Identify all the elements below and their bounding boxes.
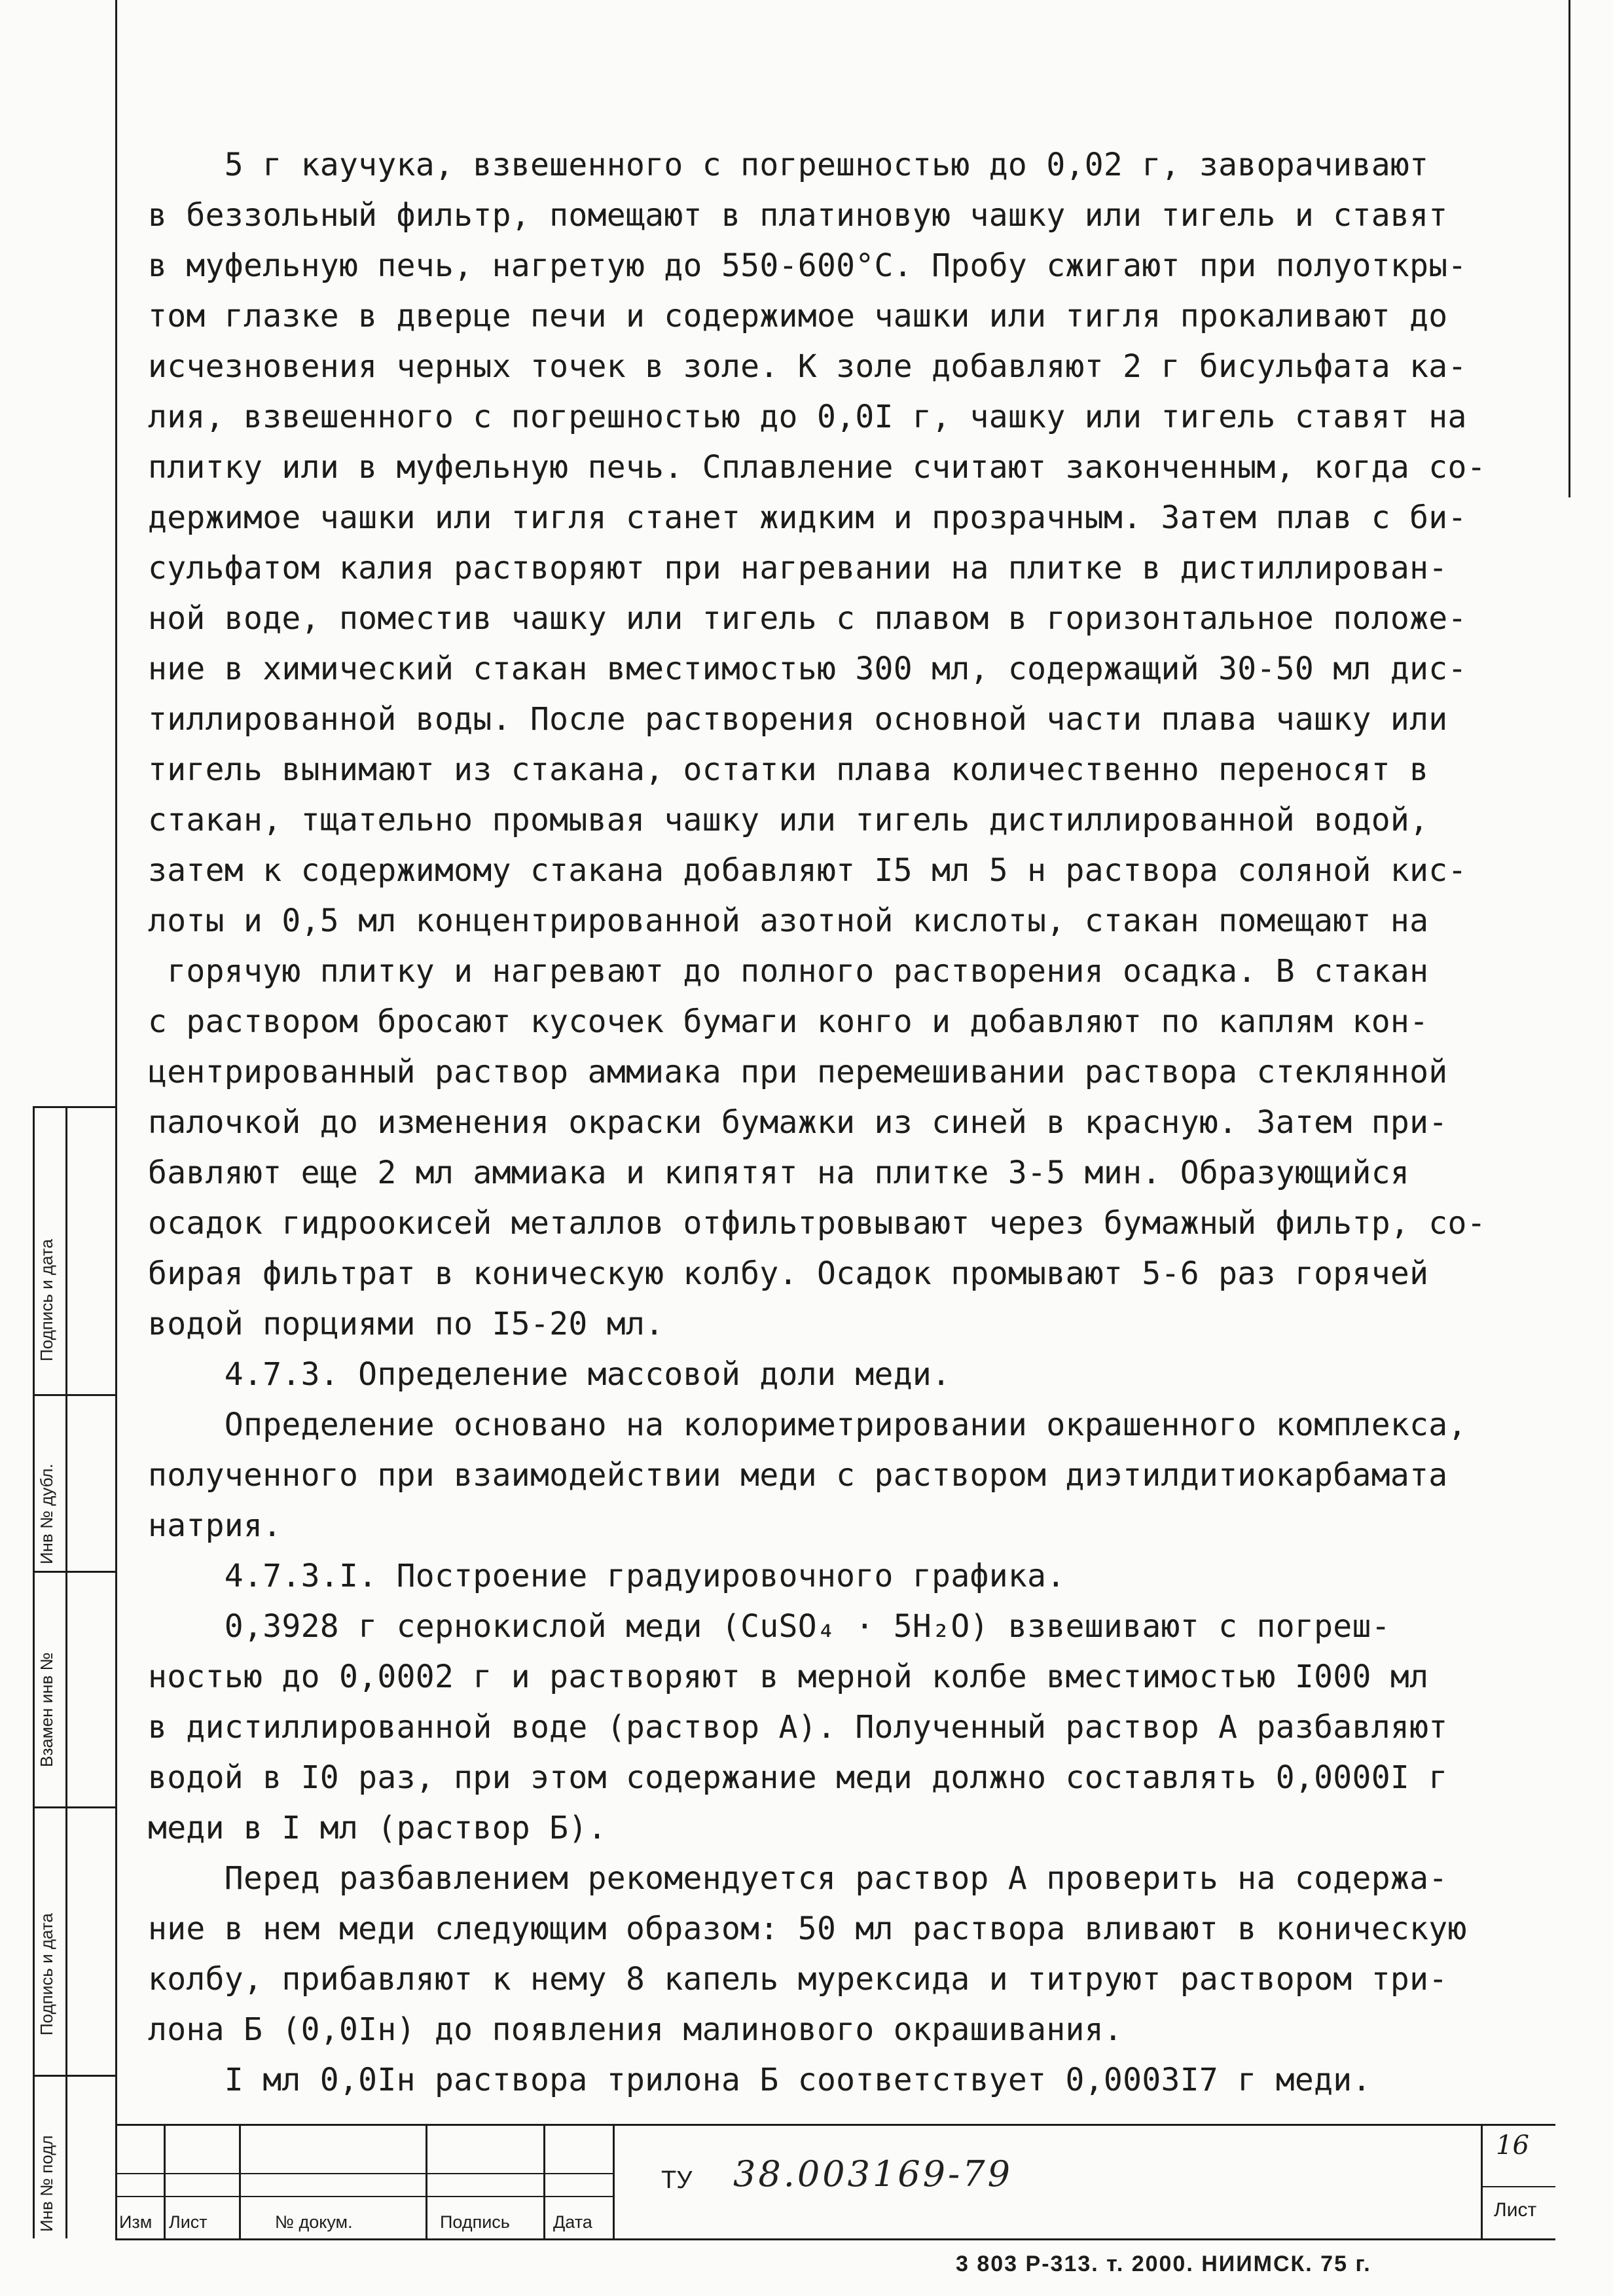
title-block-col-line [239, 2124, 241, 2240]
stamp-podpis-data-bottom: Подпись и дата [37, 1912, 56, 2036]
stamp-vzamen-inv: Взамен инв № [37, 1652, 56, 1767]
stamp-divider [33, 1394, 117, 1396]
title-block-col-line [164, 2124, 166, 2240]
stamp-podpis-data-top: Подпись и дата [37, 1238, 56, 1361]
text-line: 0,3928 г сернокислой меди (CuSO₄ · 5H₂O) взвешивают с погреш- [148, 1608, 1390, 1645]
text-line: в дистиллированной воде (раствор А). Полученный раствор А разбавляют [148, 1709, 1448, 1746]
stamp-divider [33, 1806, 117, 1808]
text-line: в муфельную печь, нагретую до 550-600°С. Пробу сжигают при полуоткры- [148, 247, 1467, 284]
document-code: 38.003169-79 [733, 2153, 1013, 2195]
text-line: 5 г каучука, взвешенного с погрешностью до 0,02 г, заворачивают [148, 147, 1429, 183]
text-line: ностью до 0,0002 г и растворяют в мерной колбе вместимостью I000 мл [148, 1659, 1429, 1695]
text-line: плитку или в муфельную печь. Сплавление считают законченным, когда со- [148, 449, 1486, 486]
title-block-row-line [115, 2196, 613, 2197]
text-line: том глазке в дверце печи и содержимое чашки или тигля прокаливают до [148, 298, 1448, 334]
text-line: водой порциями по I5-20 мл. [148, 1306, 664, 1342]
text-line: палочкой до изменения окраски бумажки из синей в красную. Затем при- [148, 1104, 1448, 1141]
text-line: ние в нем меди следующим образом: 50 мл раствора вливают в коническую [148, 1910, 1467, 1947]
text-line: меди в I мл (раствор Б). [148, 1810, 607, 1846]
stamp-divider [33, 2075, 117, 2077]
title-block-col-line [613, 2124, 615, 2240]
text-line: в беззольный фильтр, помещают в платиновую чашку или тигель и ставят [148, 197, 1448, 234]
text-line: бавляют еще 2 мл аммиака и кипятят на плитке 3-5 мин. Образующийся [148, 1155, 1410, 1191]
text-line: стакан, тщательно промывая чашку или тигель дистиллированной водой, [148, 802, 1429, 838]
title-block-top-line [115, 2124, 1555, 2126]
title-block-col-line [426, 2124, 427, 2240]
right-edge-line [1568, 0, 1570, 497]
text-line: исчезновения черных точек в золе. К золе добавляют 2 г бисульфата ка- [148, 348, 1467, 385]
text-line: горячую плитку и нагревают до полного растворения осадка. В стакан [148, 953, 1429, 990]
text-line: с раствором бросают кусочек бумаги конго и добавляют по каплям кон- [148, 1003, 1429, 1040]
text-line: колбу, прибавляют к нему 8 капель мурексида и титруют раствором три- [148, 1961, 1448, 1998]
text-line: водой в I0 раз, при этом содержание меди должно составлять 0,0000I г [148, 1759, 1448, 1796]
section-heading: 4.7.3. Определение массовой доли меди. [148, 1356, 951, 1393]
column-izm: Изм [119, 2212, 153, 2232]
stamp-column-mid-line [65, 1106, 67, 2238]
document-body [148, 140, 1555, 2106]
text-line: лона Б (0,0Iн) до появления малинового окрашивания. [148, 2011, 1123, 2048]
sheet-box-divider [1481, 2186, 1555, 2187]
column-list: Лист [169, 2212, 208, 2232]
column-doc-number: № докум. [275, 2212, 353, 2232]
stamp-divider [33, 1106, 117, 1108]
stamp-inv-dubl: Инв № дубл. [37, 1463, 56, 1564]
text-line: сульфатом калия растворяют при нагревании на плитке в дистиллирован- [148, 550, 1448, 586]
text-line: I мл 0,0Iн раствора трилона Б соответствует 0,0003I7 г меди. [148, 2062, 1371, 2098]
title-block-bottom-line [115, 2238, 1555, 2240]
column-signature: Подпись [440, 2212, 510, 2232]
printer-mark: 3 803 Р-313. т. 2000. НИИМСК. 75 г. [956, 2251, 1371, 2276]
text-line: тигель вынимают из стакана, остатки плава количественно переносят в [148, 751, 1429, 788]
text-line: лоты и 0,5 мл концентрированной азотной кислоты, стакан помещают на [148, 903, 1429, 939]
text-line: бирая фильтрат в коническую колбу. Осадок промывают 5-6 раз горячей [148, 1255, 1429, 1292]
stamp-inv-podl: Инв № подл [37, 2135, 56, 2232]
text-line: натрия. [148, 1507, 282, 1544]
text-line: полученного при взаимодействии меди с раствором диэтилдитиокарбамата [148, 1457, 1448, 1494]
text-line: Определение основано на колориметрировании окрашенного комплекса, [148, 1407, 1467, 1443]
sheet-number: 16 [1496, 2130, 1529, 2161]
text-line: затем к содержимому стакана добавляют I5 мл 5 н раствора соляной кис- [148, 852, 1467, 889]
sheet-label: Лист [1494, 2199, 1537, 2221]
tu-prefix: ТУ [661, 2166, 693, 2194]
text-line: лия, взвешенного с погрешностью до 0,0I г, чашку или тигель ставят на [148, 399, 1467, 435]
text-line: тиллированной воды. После растворения основной части плава чашку или [148, 701, 1448, 738]
title-block-col-line [543, 2124, 545, 2240]
title-block-col-line [1481, 2124, 1483, 2240]
text-line: центрированный раствор аммиака при перемешивании раствора стеклянной [148, 1054, 1448, 1090]
text-line: осадок гидроокисей металлов отфильтровывают через бумажный фильтр, со- [148, 1205, 1486, 1242]
column-date: Дата [553, 2212, 592, 2232]
margin-border-line [115, 0, 117, 2238]
stamp-divider [33, 1571, 117, 1573]
text-line: ние в химический стакан вместимостью 300 мл, содержащий 30-50 мл дис- [148, 651, 1467, 687]
text-line: держимое чашки или тигля станет жидким и прозрачным. Затем плав с би- [148, 499, 1467, 536]
text-line: Перед разбавлением рекомендуется раствор А проверить на содержа- [148, 1860, 1448, 1897]
text-line: ной воде, поместив чашку или тигель с плавом в горизонтальное положе- [148, 600, 1467, 637]
title-block-row-line [115, 2173, 613, 2174]
stamp-column-left-line [33, 1106, 35, 2238]
section-heading: 4.7.3.I. Построение градуировочного графика. [148, 1558, 1066, 1594]
